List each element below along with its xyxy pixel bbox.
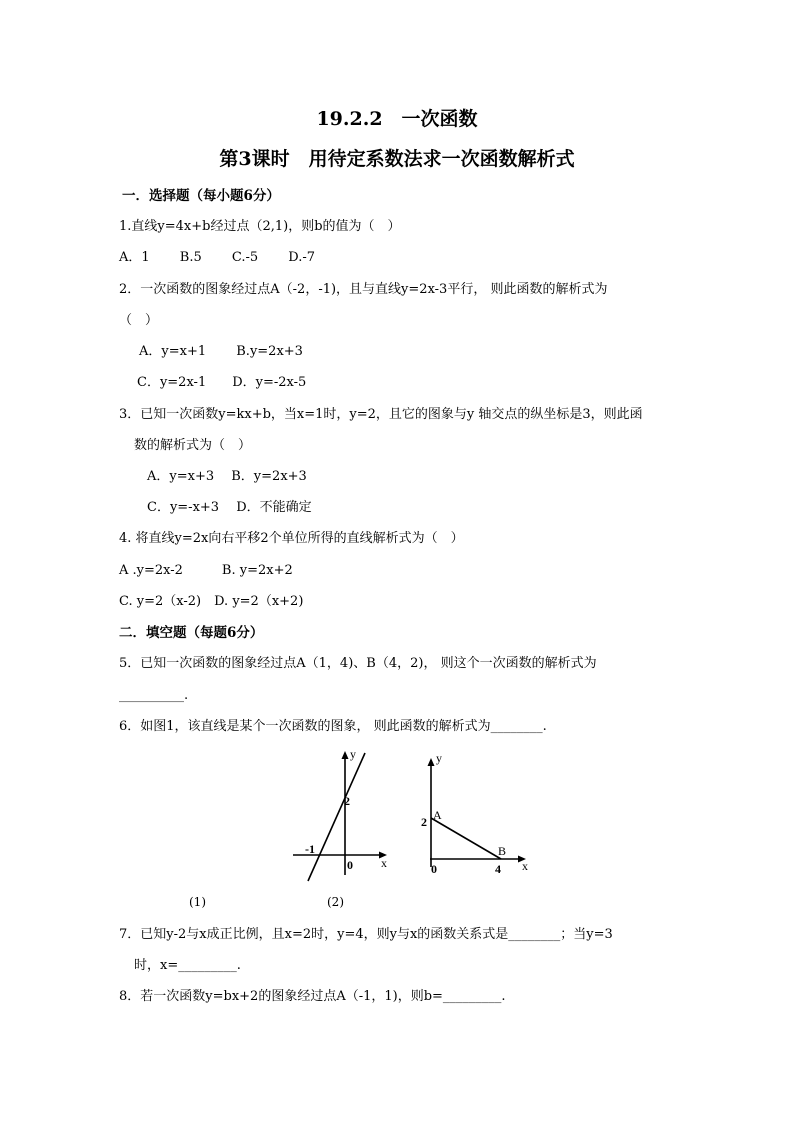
figure-1-y-arrow	[342, 751, 349, 759]
section-heading-fill: 二．填空题（每题6分）	[119, 625, 264, 641]
figure-2-caption: (2)	[327, 895, 344, 909]
question-1: 1.直线y=4x+b经过点（2,1)，则b的值为（ ）	[119, 219, 401, 234]
page-subtitle: 第3课时 用待定系数法求一次函数解析式	[219, 148, 575, 170]
figure-1-origin-label: 0	[347, 858, 353, 872]
figure-2-origin-label: 0	[431, 862, 437, 876]
figure-1-x-intercept-label: -1	[305, 842, 315, 856]
figure-2-x-label: x	[522, 859, 528, 873]
figure-2-segment-AB	[431, 818, 501, 859]
figure-1-function-line	[308, 753, 365, 881]
question-7: 7．已知y-2与x成正比例，且x=2时，y=4，则y与x的函数关系式是________；当y=3	[119, 927, 613, 942]
question-3-options-row2: C．y=-x+3 D．不能确定	[147, 500, 312, 515]
question-7-line2: 时，x=_________.	[134, 958, 241, 973]
question-4-options-row2: C. y=2（x-2) D. y=2（x+2)	[119, 594, 304, 609]
figure-2-y-value-label: 2	[421, 815, 427, 829]
question-2: 2．一次函数的图象经过点A（-2，-1)，且与直线y=2x-3平行， 则此函数的解析式为	[119, 282, 608, 297]
figure-2-graph	[415, 752, 535, 882]
question-1-options: A．1 B.5 C.-5 D.-7	[119, 250, 316, 265]
figure-1-caption: (1)	[189, 895, 206, 909]
question-5-blank: __________.	[119, 688, 189, 703]
question-6: 6．如图1，该直线是某个一次函数的图象， 则此函数的解析式为________.	[119, 719, 547, 734]
figure-1-graph	[285, 745, 395, 885]
figure-2-y-arrow	[428, 758, 435, 766]
question-2-options-row1: A．y=x+1 B.y=2x+3	[139, 344, 303, 359]
question-3-line2: 数的解析式为（ ）	[134, 438, 252, 453]
page-title: 19.2.2 一次函数	[316, 108, 478, 130]
question-2-bracket: （ ）	[119, 313, 159, 328]
section-heading-choice: 一．选择题（每小题6分）	[122, 188, 280, 204]
figure-2-x-value-label: 4	[495, 862, 501, 876]
figure-2-point-B-label: B	[498, 844, 507, 858]
figure-1-x-label: x	[381, 856, 387, 870]
question-4: 4. 将直线y=2x向右平移2个单位所得的直线解析式为（ ）	[119, 531, 464, 546]
question-8: 8．若一次函数y=bx+2的图象经过点A（-1，1)，则b=_________.	[119, 989, 506, 1004]
figure-2-y-label: y	[436, 752, 442, 765]
figure-1-y-label: y	[350, 747, 356, 761]
figure-1-y-intercept-label: 2	[344, 794, 350, 808]
question-5: 5．已知一次函数的图象经过点A（1，4)、B（4，2)， 则这个一次函数的解析式为	[119, 656, 597, 671]
question-3-options-row1: A．y=x+3 B．y=2x+3	[147, 469, 307, 484]
question-4-options-row1: A .y=2x-2 B. y=2x+2	[119, 563, 293, 578]
question-2-options-row2: C．y=2x-1 D．y=-2x-5	[137, 375, 307, 390]
question-3: 3．已知一次函数y=kx+b，当x=1时，y=2，且它的图象与y 轴交点的纵坐标是3，则此函	[119, 407, 643, 422]
figure-2-point-A-label: A	[433, 808, 442, 822]
